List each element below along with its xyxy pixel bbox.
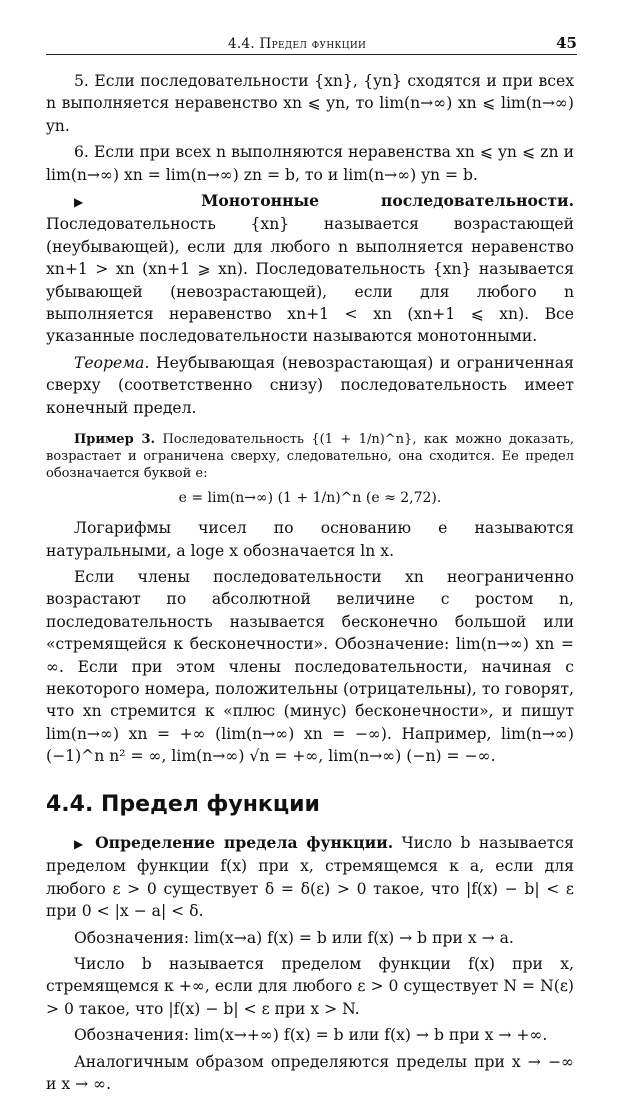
paragraph-property-6: 6. Если при всех n выполняются неравенства xn ⩽ yn ⩽ zn и lim(n→∞) xn = lim(n→∞) zn = b, то и lim(n→∞) yn = b. bbox=[46, 143, 574, 184]
paragraph-theorem bbox=[46, 352, 574, 419]
triangle-right-icon: ▶ bbox=[74, 836, 87, 851]
paragraph-natural-log: Логарифмы чисел по основанию e называются натуральными, а loge x обозначается ln x. bbox=[46, 519, 574, 560]
paragraph-analog: Аналогичным образом определяются пределы при x → −∞ и x → ∞. bbox=[46, 1052, 574, 1094]
example-formula: e = lim(n→∞) (1 + 1/n)^n (e ≈ 2,72). bbox=[178, 490, 442, 507]
paragraph-definition bbox=[46, 832, 574, 923]
example-3 bbox=[46, 431, 574, 507]
monotone-body: Последовательность {xn} называется возрастающей (неубывающей), если для любого n выполняется неравенство xn+1 > xn (xn+1 ⩾ xn). Последовательность {xn} называется убывающей (невозрастающей), если для любого n выполняется неравенство xn+1 < xn (xn+1 ⩽ xn). Все указанные последовательности называются монотонными. bbox=[46, 215, 574, 346]
paragraph-notation-1: Обозначения: lim(x→a) f(x) = b или f(x) → b при x → a. bbox=[74, 928, 514, 947]
theorem-body: Неубывающая (невозрастающая) и ограниченная сверху (соответственно снизу) последовательность имеет конечный предел. bbox=[46, 353, 574, 417]
paragraph-monotone bbox=[46, 190, 574, 348]
paragraph-infinity-definition: Число b называется пределом функции f(x) при x, стремящемся к +∞, если для любого ε > 0 существует N = N(ε) > 0 такое, что |f(x) − b| < ε при x > N. bbox=[46, 955, 574, 1018]
page-body bbox=[46, 70, 574, 1099]
monotone-heading: Монотонные последовательности. bbox=[201, 191, 574, 211]
paragraph-infinite: Если члены последовательности xn неограниченно возрастают по абсолютной величине с ростом n, последовательность называется бесконечно большой или «стремящейся к бесконечности». Обозначение: lim(n→∞) xn = ∞. Если при этом члены последовательности, начиная с некоторого номера, положительны (отрицательны), то говорят, что xn стремится к «плюс (минус) бесконечности», и пишут lim(n→∞) xn = +∞ (lim(n→∞) xn = −∞). Например, lim(n→∞) (−1)^n n² = ∞, lim(n→∞) √n = +∞, lim(n→∞) (−n) = −∞. bbox=[46, 567, 574, 766]
page-number: 45 bbox=[556, 34, 577, 52]
example-body: Последовательность {(1 + 1/n)^n}, как можно доказать, возрастает и ограничена сверху, следовательно, она сходится. Ее предел обозначается буквой e: bbox=[46, 432, 574, 482]
section-heading: 4.4. Предел функции bbox=[46, 791, 320, 817]
definition-heading: Определение предела функции. bbox=[95, 832, 394, 852]
paragraph-notation-2: Обозначения: lim(x→+∞) f(x) = b или f(x) → b при x → +∞. bbox=[74, 1026, 548, 1045]
running-header bbox=[46, 34, 577, 55]
triangle-right-icon: ▶ bbox=[74, 195, 140, 210]
example-label: Пример 3. bbox=[74, 432, 156, 448]
header-section-title: 4.4. Предел функции bbox=[228, 36, 367, 52]
theorem-label: Теорема. bbox=[74, 353, 150, 372]
definition-body: Число b называется пределом функции f(x) при x, стремящемся к a, если для любого ε > 0 существует δ = δ(ε) > 0 такое, что |f(x) − b| < ε при 0 < |x − a| < δ. bbox=[46, 833, 574, 921]
paragraph-property-5: 5. Если последовательности {xn}, {yn} сходятся и при всех n выполняется неравенство xn ⩽ yn, то lim(n→∞) xn ⩽ lim(n→∞) yn. bbox=[46, 72, 574, 135]
